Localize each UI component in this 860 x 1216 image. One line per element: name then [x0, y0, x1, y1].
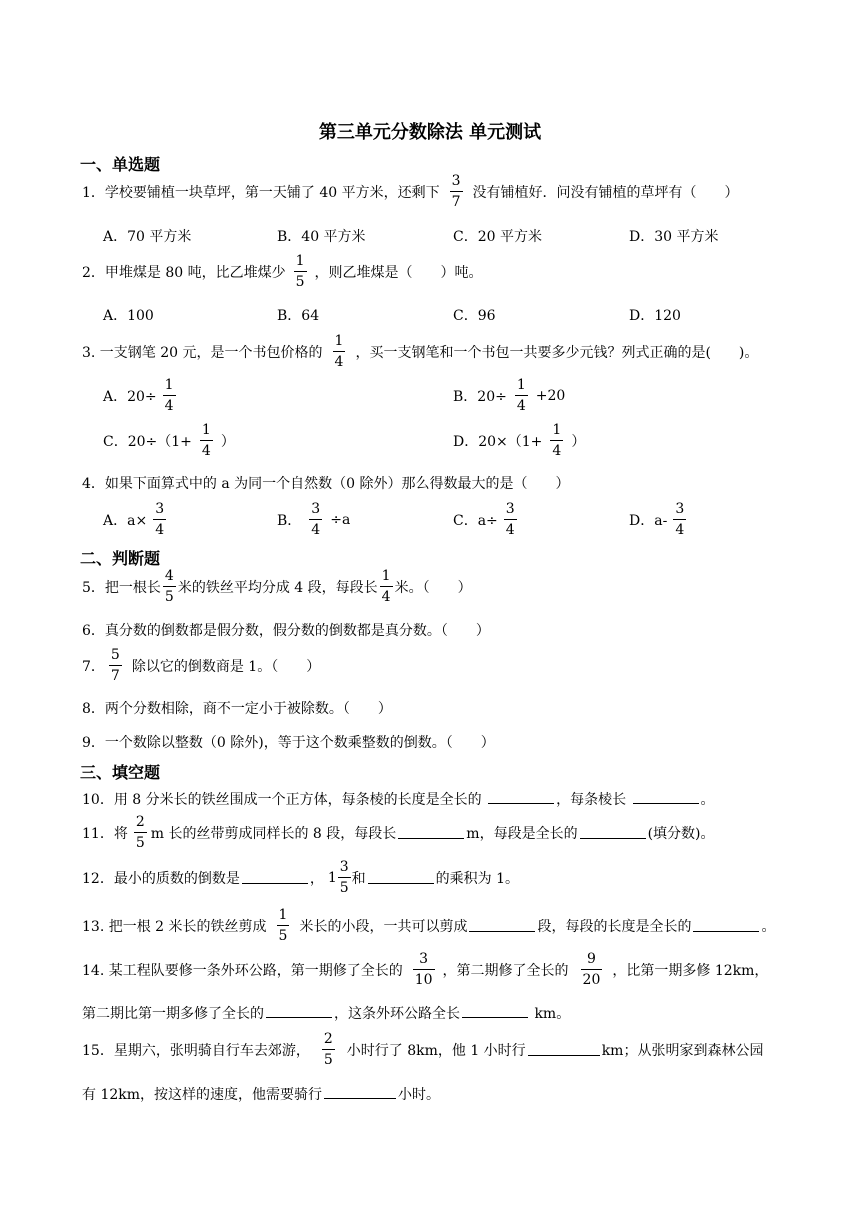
fraction: $\frac{4}{5}$	[164, 568, 174, 605]
fraction: $\frac{1}{4}$	[552, 422, 562, 459]
fraction: $\frac{1}{5}$	[278, 907, 288, 944]
question-4: 4．如果下面算式中的 a 为同一个自然数（0 除外）那么得数最大的是（ ）	[82, 476, 570, 492]
answer-blank[interactable]	[488, 791, 554, 804]
answer-blank[interactable]	[266, 1005, 332, 1018]
fraction: $\frac{9}{20}$	[582, 951, 601, 988]
option-d[interactable]: D．120	[629, 308, 681, 324]
fraction: $\frac{3}{4}$	[675, 501, 685, 538]
fraction: $\frac{1}{4}$	[164, 377, 174, 414]
fraction: $\frac{2}{5}$	[323, 1031, 333, 1068]
fraction: $\frac{5}{7}$	[110, 647, 120, 684]
fraction: $\frac{1}{4}$	[381, 568, 391, 605]
option-d[interactable]: D．30 平方米	[629, 229, 719, 245]
question-11: 11．将 $\frac{2}{5}$ m 长的丝带剪成同样长的 8 段，每段长 m，每段是全长的 (填分数)。	[82, 814, 715, 851]
question-1-text-post: 没有铺植好．问没有铺植的草坪有（ ）	[472, 184, 739, 201]
option-d[interactable]: D．20×（1+ $\frac{1}{4}$ ）	[453, 422, 586, 459]
answer-blank[interactable]	[242, 871, 308, 884]
option-a[interactable]: A．100	[103, 308, 154, 324]
option-c[interactable]: C．96	[453, 308, 496, 324]
fraction: $\frac{3}{4}$	[311, 501, 321, 538]
question-15: 15．星期六，张明骑自行车去郊游， $\frac{2}{5}$ 小时行了 8km，他 1 小时行 km；从张明家到森林公园	[82, 1031, 764, 1068]
mixed-number: 1 $\frac{3}{5}$	[327, 859, 349, 896]
option-c[interactable]: C．a÷ $\frac{3}{4}$	[453, 501, 515, 538]
fraction: $\frac{3}{4}$	[155, 501, 165, 538]
question-12: 12．最小的质数的倒数是 ， 1 $\frac{3}{5}$ 和 的乘积为 1。	[82, 859, 520, 896]
question-2-text-pre: 2．甲堆煤是 80 吨，比乙堆煤少	[82, 264, 286, 281]
question-9: 9．一个数除以整数（0 除外)，等于这个数乘整数的倒数。（ ）	[82, 735, 495, 751]
fraction: $\frac{1}{4}$	[334, 333, 344, 370]
question-8: 8．两个分数相除，商不一定小于被除数。（ ）	[82, 701, 392, 717]
section-heading-true-false: 二、判断题	[80, 549, 161, 568]
option-a[interactable]: A．a× $\frac{3}{4}$	[103, 501, 165, 538]
answer-blank[interactable]	[693, 919, 759, 932]
option-c[interactable]: C．20 平方米	[453, 229, 542, 245]
fraction: $\frac{1}{5}$	[295, 253, 305, 290]
fraction: $\frac{3}{10}$	[414, 951, 433, 988]
question-2-text-post: ，则乙堆煤是（ ）吨。	[314, 264, 483, 281]
question-1-text-pre: 1．学校要铺植一块草坪，第一天铺了 40 平方米，还剩下	[82, 184, 440, 201]
question-2	[82, 254, 483, 289]
question-1	[82, 174, 739, 209]
section-heading-fill-blank: 三、填空题	[80, 763, 161, 782]
option-a[interactable]: A．70 平方米	[103, 229, 192, 245]
question-3	[82, 334, 758, 369]
question-15-line-2: 有 12km，按这样的速度，他需要骑行 小时。	[82, 1087, 441, 1103]
answer-blank[interactable]	[469, 919, 535, 932]
page-title: 第三单元分数除法 单元测试	[318, 122, 542, 143]
fraction: $\frac{1}{4}$	[201, 422, 211, 459]
answer-blank[interactable]	[324, 1086, 396, 1099]
question-3-text-pre: 3. 一支钢笔 20 元，是一个书包价格的	[82, 344, 323, 361]
question-14-line-2: 第二期比第一期多修了全长的 ，这条外环公路全长 km。	[82, 1006, 571, 1022]
option-b[interactable]: B．20÷ $\frac{1}{4}$ +20	[453, 377, 566, 414]
fraction: $\frac{3}{7}$	[451, 173, 461, 210]
fraction: $\frac{3}{5}$	[339, 859, 349, 896]
answer-blank[interactable]	[398, 826, 464, 839]
option-b[interactable]: B． $\frac{3}{4}$ ÷a	[277, 501, 351, 538]
question-5: 5．把一根长 $\frac{4}{5}$ 米的铁丝平均分成 4 段，每段长 $\frac{1}{4}$ 米。（ ）	[82, 568, 472, 605]
question-10: 10．用 8 分米长的铁丝围成一个正方体，每条棱的长度是全长的 ，每条棱长 。	[82, 792, 715, 808]
option-b[interactable]: B．40 平方米	[277, 229, 366, 245]
answer-blank[interactable]	[528, 1043, 600, 1056]
question-7: 7． $\frac{5}{7}$ 除以它的倒数商是 1。（ ）	[82, 647, 321, 684]
option-c[interactable]: C．20÷（1+ $\frac{1}{4}$ ）	[103, 422, 235, 459]
fraction: $\frac{2}{5}$	[135, 814, 145, 851]
question-6: 6．真分数的倒数都是假分数，假分数的倒数都是真分数。（ ）	[82, 623, 490, 639]
question-3-text-post: ，买一支钢笔和一个书包一共要多少元钱？列式正确的是( )。	[355, 344, 759, 361]
fraction: $\frac{1}{4}$	[516, 377, 526, 414]
answer-blank[interactable]	[368, 871, 434, 884]
question-13: 13. 把一根 2 米长的铁丝剪成 $\frac{1}{5}$ 米长的小段，一共可以剪成 段，每段的长度是全长的 。	[82, 907, 776, 944]
fraction: $\frac{3}{4}$	[505, 501, 515, 538]
option-b[interactable]: B．64	[277, 308, 320, 324]
answer-blank[interactable]	[462, 1005, 528, 1018]
option-d[interactable]: D．a- $\frac{3}{4}$	[629, 501, 685, 538]
option-a[interactable]: A．20÷ $\frac{1}{4}$	[103, 377, 174, 414]
answer-blank[interactable]	[633, 791, 699, 804]
answer-blank[interactable]	[580, 826, 646, 839]
question-14: 14. 某工程队要修一条外环公路，第一期修了全长的 $\frac{3}{10}$ ，第二期修了全长的 $\frac{9}{20}$ ，比第一期多修 12km，	[82, 951, 769, 988]
section-heading-single-choice: 一、单选题	[80, 155, 161, 174]
